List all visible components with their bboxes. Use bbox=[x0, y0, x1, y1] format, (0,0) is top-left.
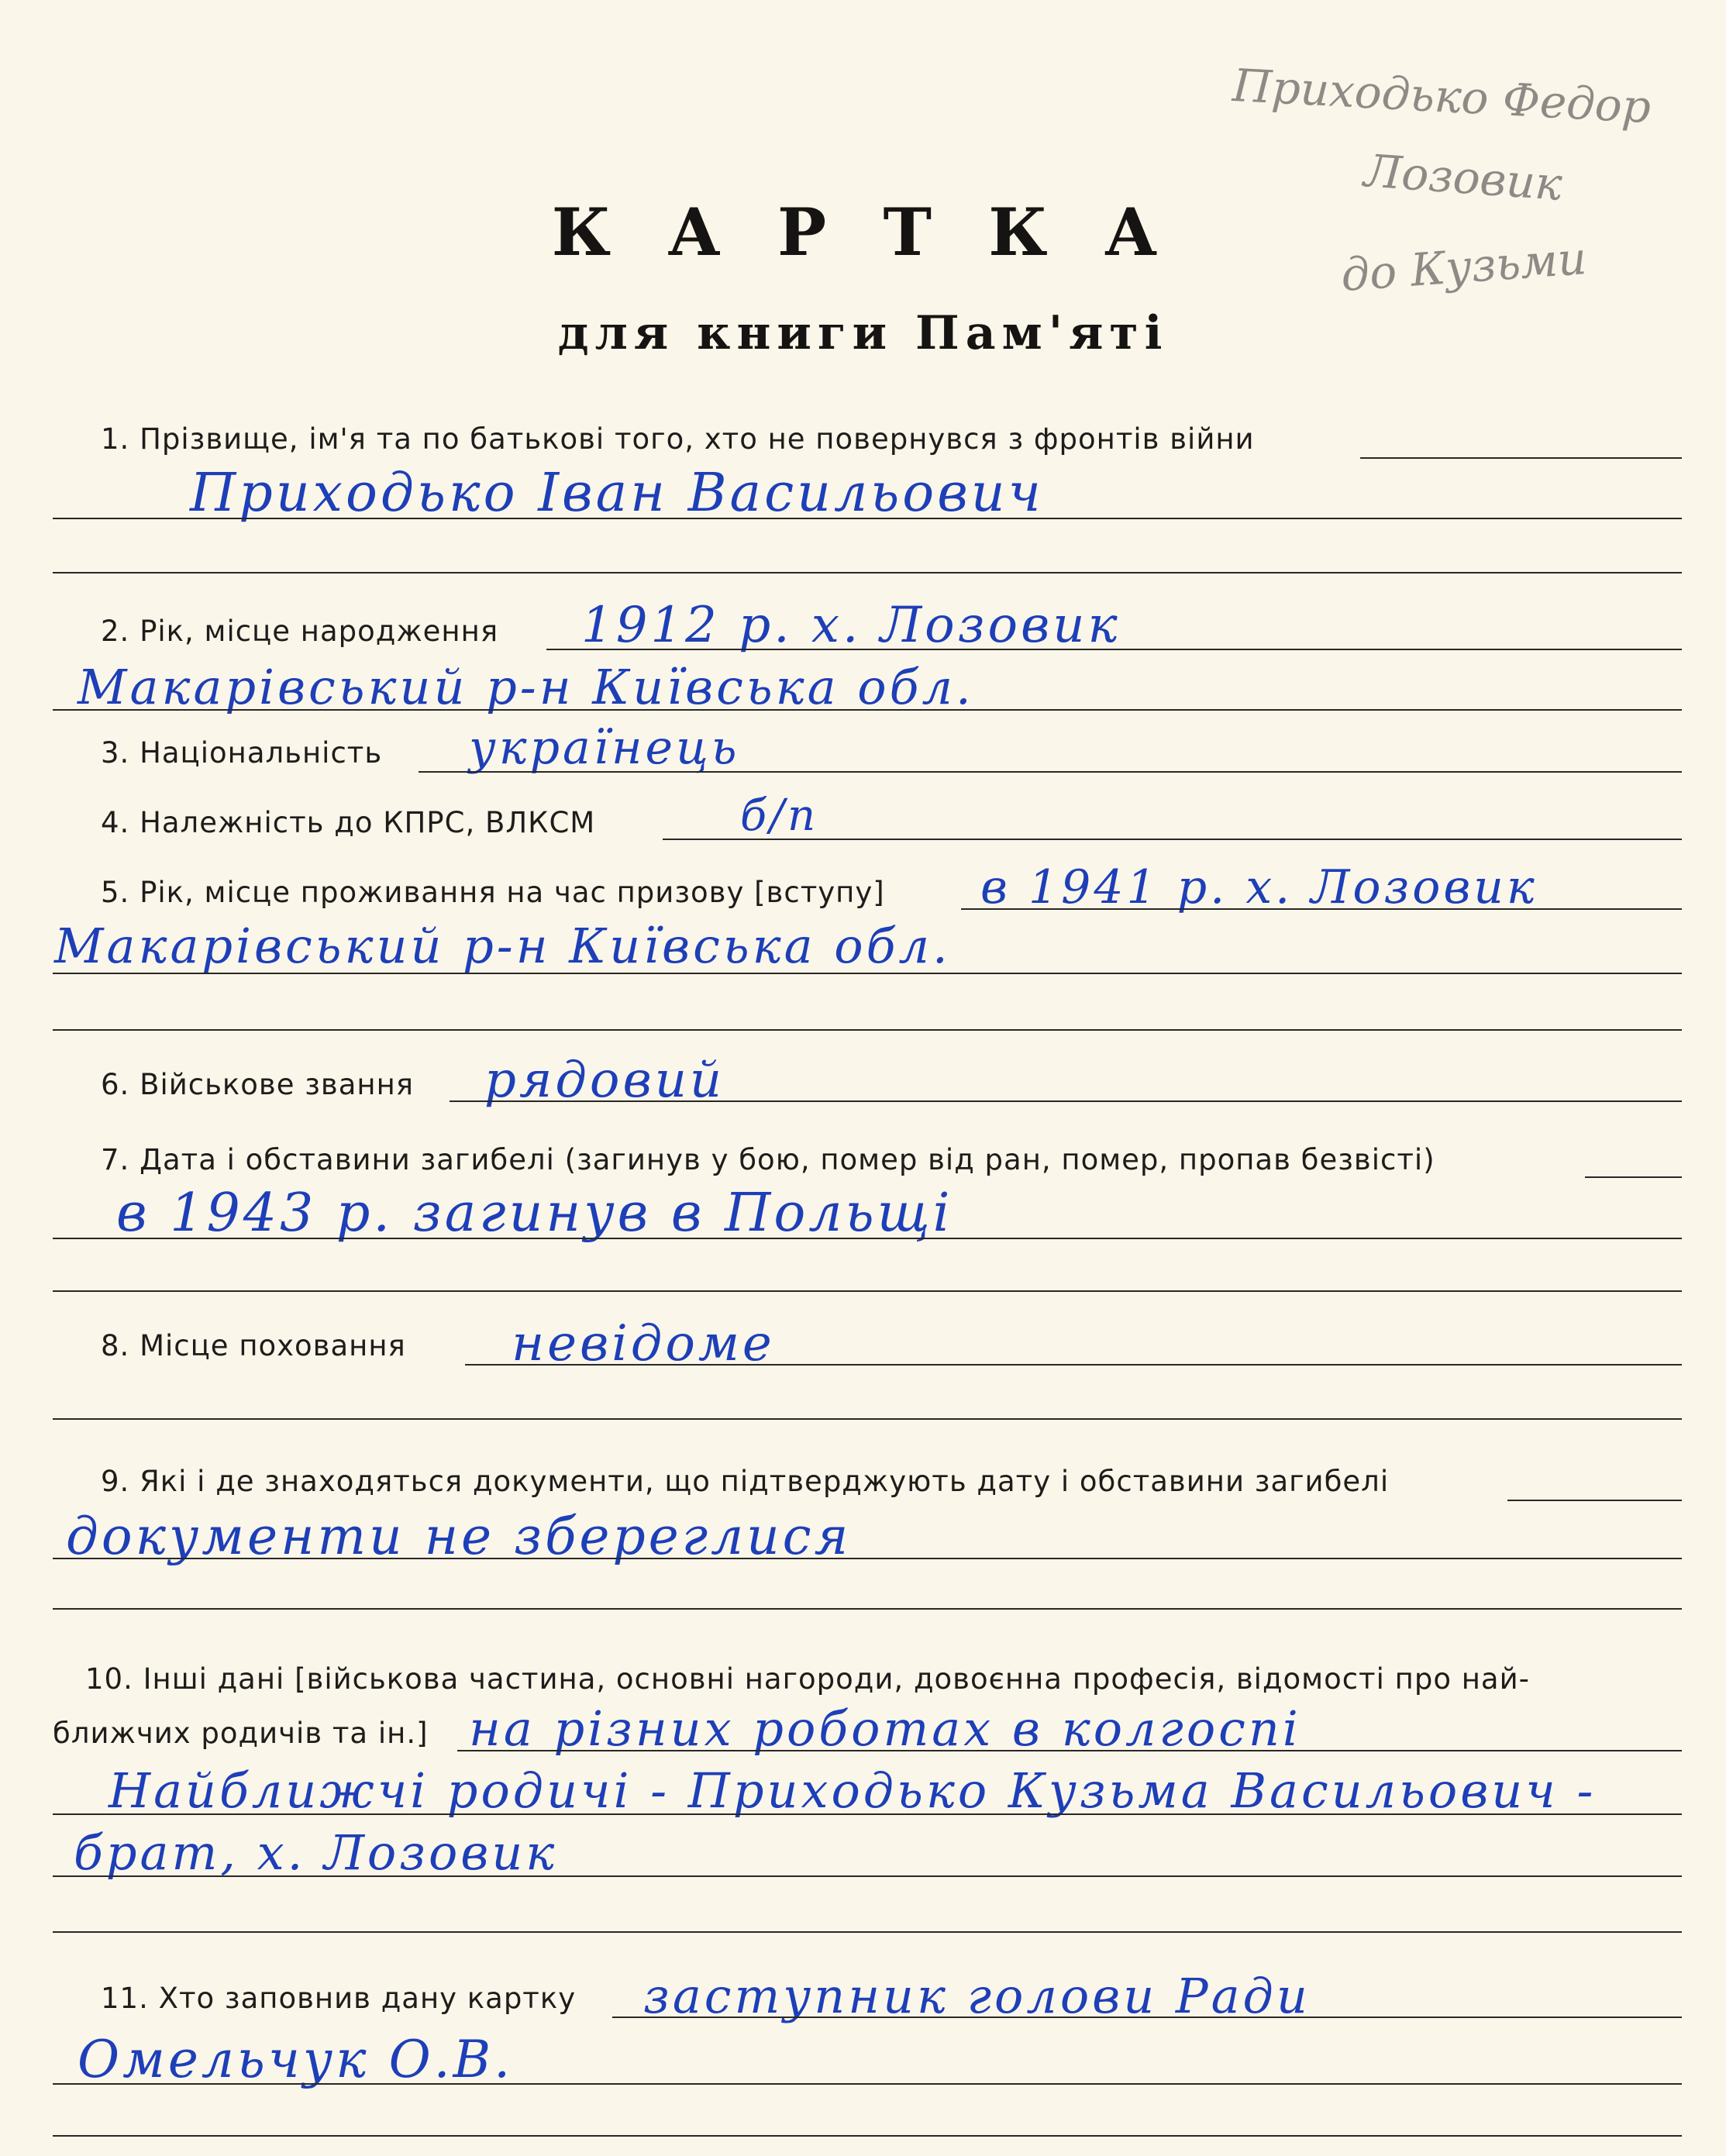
rule bbox=[53, 1558, 1682, 1559]
field-3-label: 3. Національність bbox=[101, 736, 383, 770]
pencil-note-line1: Приходько Федор bbox=[1231, 58, 1652, 134]
pencil-note-line2: Лозовик bbox=[1362, 144, 1564, 211]
rule bbox=[53, 518, 1682, 519]
field-6-value: рядовий bbox=[484, 1052, 725, 1109]
rule bbox=[457, 1750, 1682, 1751]
rule bbox=[1507, 1500, 1682, 1501]
rule bbox=[1360, 457, 1682, 459]
field-10-label-line1: 10. Інші дані [військова частина, основні нагороди, довоєнна професія, відомості про най- bbox=[85, 1662, 1530, 1696]
card-subtitle: для книги Пам'яті bbox=[557, 306, 1169, 360]
rule bbox=[663, 839, 1682, 840]
field-2-value-line2: Макарівський р-н Київська обл. bbox=[78, 659, 974, 715]
field-5-value-line1: в 1941 р. х. Лозовик bbox=[980, 860, 1538, 914]
rule bbox=[53, 1875, 1682, 1877]
field-11-label: 11. Хто заповнив дану картку bbox=[101, 1982, 577, 2015]
field-10-value-line2: Найближчі родичі - Приходько Кузьма Васильович - bbox=[109, 1762, 1597, 1819]
field-7-value: в 1943 р. загинув в Польщі bbox=[116, 1183, 953, 1244]
rule bbox=[53, 1608, 1682, 1610]
field-11-value-line2: Омельчук О.В. bbox=[78, 2030, 514, 2089]
field-3-value: українець bbox=[469, 721, 740, 775]
pencil-note-line3: до Кузьми bbox=[1339, 232, 1589, 301]
rule bbox=[53, 1418, 1682, 1420]
field-4-label: 4. Належність до КПРС, ВЛКСМ bbox=[101, 806, 596, 839]
rule bbox=[53, 709, 1682, 711]
rule bbox=[465, 1364, 1682, 1366]
field-9-label: 9. Які і де знаходяться документи, що підтверджують дату і обставини загибелі bbox=[101, 1465, 1390, 1498]
rule bbox=[53, 1238, 1682, 1239]
rule bbox=[53, 1813, 1682, 1815]
rule bbox=[53, 1931, 1682, 1933]
rule bbox=[612, 2017, 1682, 2018]
field-2-value-line1: 1912 р. х. Лозовик bbox=[581, 597, 1121, 654]
field-10-label-line2: ближчих родичів та ін.] bbox=[53, 1717, 429, 1750]
rule bbox=[53, 1290, 1682, 1292]
field-8-label: 8. Місце поховання bbox=[101, 1329, 406, 1362]
field-10-value-line3: брат, х. Лозовик bbox=[74, 1824, 558, 1881]
rule bbox=[53, 973, 1682, 974]
field-5-value-line2: Макарівський р-н Київська обл. bbox=[54, 918, 951, 974]
rule bbox=[53, 2083, 1682, 2085]
card-title: К А Р Т К А bbox=[551, 194, 1175, 270]
rule bbox=[1585, 1176, 1682, 1178]
field-9-value: документи не збереглися bbox=[66, 1507, 852, 1566]
field-8-value: невідоме bbox=[512, 1315, 775, 1372]
field-10-value-line1: на різних роботах в колгоспі bbox=[469, 1700, 1301, 1757]
field-11-value-line1: заступник голови Ради bbox=[643, 1968, 1311, 2024]
field-5-label: 5. Рік, місце проживання на час призову [вступу] bbox=[101, 876, 885, 909]
rule bbox=[53, 1029, 1682, 1031]
field-2-label: 2. Рік, місце народження bbox=[101, 615, 499, 648]
rule bbox=[961, 908, 1682, 910]
rule bbox=[546, 649, 1682, 650]
field-4-value: б/п bbox=[740, 790, 819, 841]
field-1-value: Приходько Іван Васильович bbox=[190, 463, 1044, 524]
field-7-label: 7. Дата і обставини загибелі (загинув у бою, помер від ран, помер, пропав безвісті) bbox=[101, 1143, 1435, 1176]
rule bbox=[53, 572, 1682, 573]
rule bbox=[53, 2135, 1682, 2137]
field-6-label: 6. Військове звання bbox=[101, 1068, 415, 1101]
rule bbox=[450, 1100, 1682, 1102]
rule bbox=[419, 771, 1682, 773]
field-1-label: 1. Прізвище, ім'я та по батькові того, хто не повернувся з фронтів війни bbox=[101, 422, 1255, 456]
